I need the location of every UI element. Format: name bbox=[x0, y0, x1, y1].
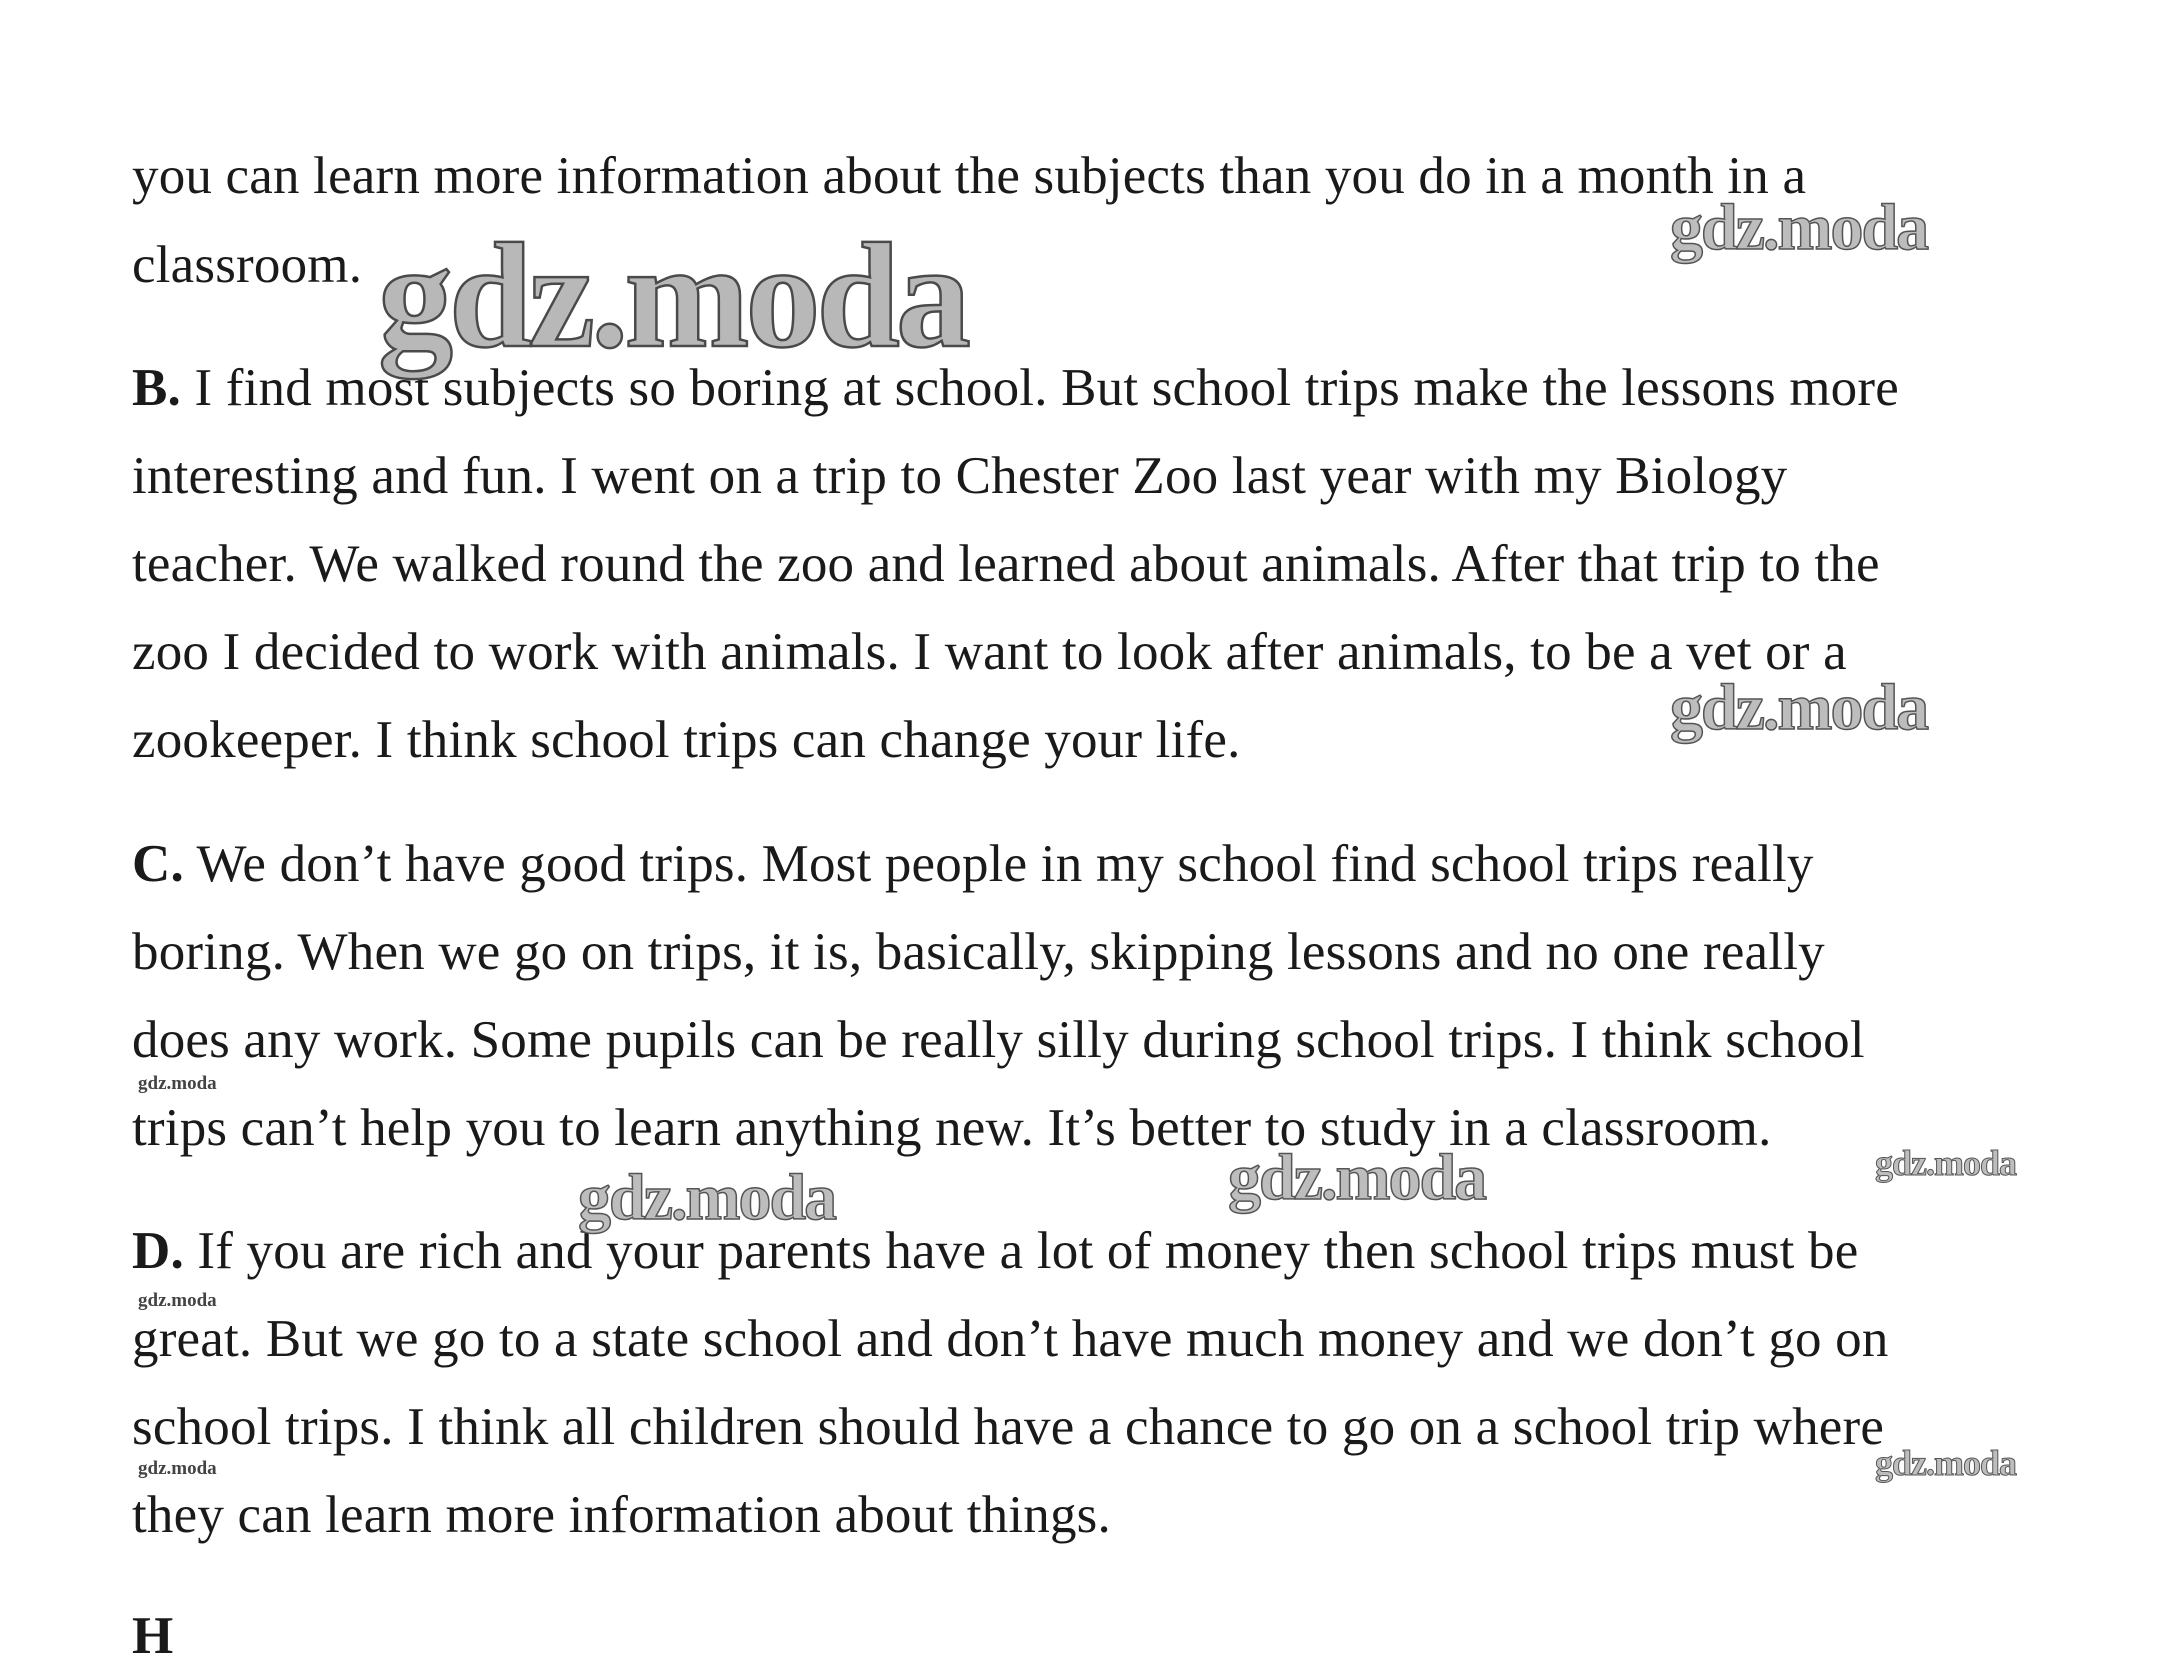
cutoff-heading bbox=[132, 1607, 178, 1665]
watermark-small-right-2: gdz.moda bbox=[1875, 1443, 2017, 1483]
watermark-small-right-1: gdz.moda bbox=[1875, 1143, 2017, 1183]
paragraph-d-first-line: If you are rich and your parents have a lot of money then school trips must be bbox=[197, 1222, 1859, 1280]
paragraph-b-line-2: interesting and fun. I went on a trip to Chester Zoo last year with my Biology bbox=[132, 447, 1788, 505]
watermark-large: gdz.moda bbox=[378, 213, 967, 379]
paragraph-d-line-3: school trips. I think all children should have a chance to go on a school trip where bbox=[132, 1398, 1885, 1456]
paragraph-c-line-1 bbox=[132, 834, 1814, 894]
paragraph-b-line-5: zookeeper. I think school trips can change your life. bbox=[132, 711, 1241, 769]
paragraph-b-label: B. bbox=[132, 359, 182, 417]
watermark-tiny-left-2: gdz.moda bbox=[138, 1290, 217, 1311]
paragraph-c-line-3: does any work. Some pupils can be really silly during school trips. I think school bbox=[132, 1011, 1865, 1069]
watermark-mid-left: gdz.moda bbox=[578, 1161, 836, 1234]
paragraph-b-first-line: I find most subjects so boring at school. But school trips make the lessons more bbox=[194, 359, 1899, 417]
watermark-tiny-left-3: gdz.moda bbox=[138, 1458, 217, 1479]
paragraph-a-line-1: you can learn more information about the subjects than you do in a month in a bbox=[132, 147, 1807, 205]
paragraph-d-line-4: they can learn more information about things. bbox=[132, 1486, 1111, 1544]
paragraph-d-line-2: great. But we go to a state school and don’t have much money and we don’t go on bbox=[132, 1310, 1889, 1368]
watermark-mid-right: gdz.moda bbox=[1670, 671, 1928, 744]
paragraph-a-line-2: classroom. bbox=[132, 236, 363, 294]
paragraph-d-line-1 bbox=[132, 1221, 1858, 1281]
cutoff-heading-text: H bbox=[132, 1607, 174, 1665]
paragraph-c-label: C. bbox=[132, 835, 184, 893]
watermark-top-right: gdz.moda bbox=[1670, 191, 1928, 264]
paragraph-c-line-2: boring. When we go on trips, it is, basically, skipping lessons and no one really bbox=[132, 923, 1825, 981]
paragraph-b-line-3: teacher. We walked round the zoo and learned about animals. After that trip to the bbox=[132, 535, 1880, 593]
paragraph-b-line-4: zoo I decided to work with animals. I want to look after animals, to be a vet or a bbox=[132, 623, 1847, 681]
paragraph-c-line-4: trips can’t help you to learn anything new. It’s better to study in a classroom. bbox=[132, 1099, 1772, 1157]
paragraph-c-first-line: We don’t have good trips. Most people in my school find school trips really bbox=[196, 835, 1814, 893]
watermark-tiny-left-1: gdz.moda bbox=[138, 1073, 217, 1094]
watermark-mid-center: gdz.moda bbox=[1228, 1141, 1486, 1214]
paragraph-d-label: D. bbox=[132, 1222, 184, 1280]
